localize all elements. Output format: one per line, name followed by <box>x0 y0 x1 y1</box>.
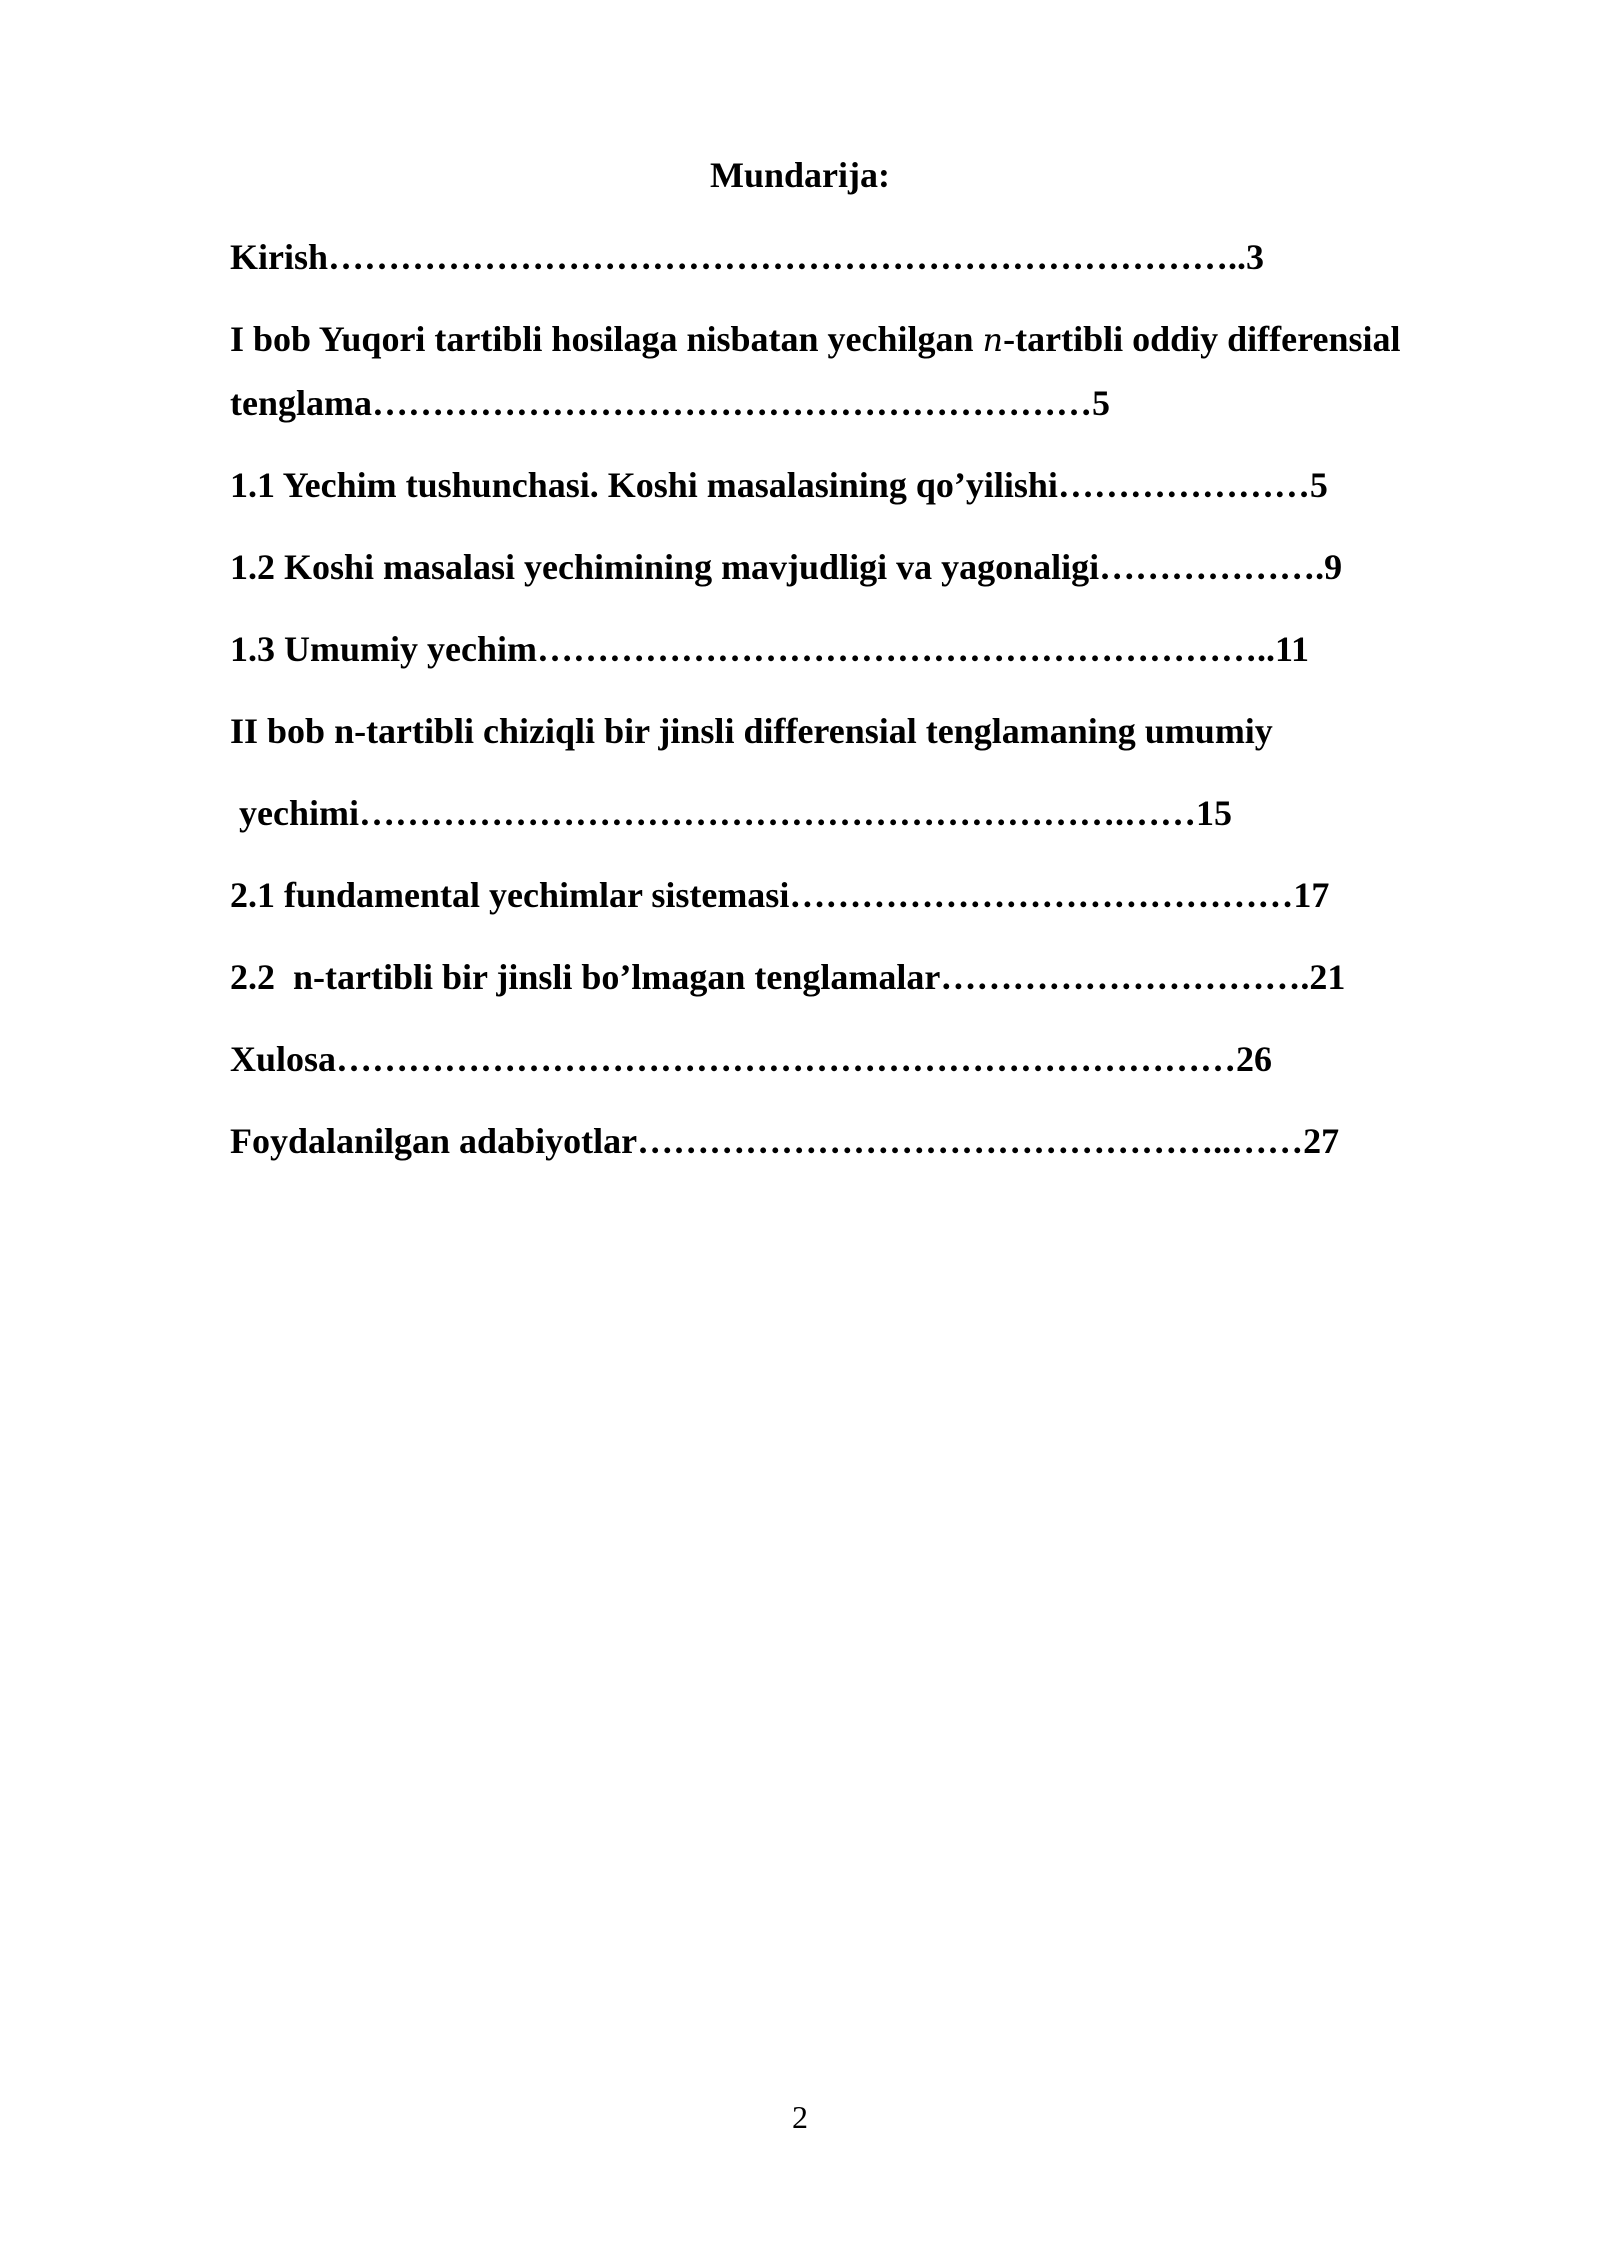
toc-entry-bibliography: Foydalanilgan adabiyotlar…………………………………………..……27 <box>230 1121 1340 1161</box>
page-number: 2 <box>792 2099 808 2135</box>
toc-entry-kirish: Kirish…………………………………………………………………..3 <box>230 237 1265 277</box>
toc-entry-section-2-2: 2.2 n-tartibli bir jinsli bo’lmagan tenglamalar………………………….21 <box>230 957 1346 997</box>
toc-entry-chapter-1 <box>230 314 1400 365</box>
math-variable-n: n <box>982 321 1004 359</box>
toc-entry-xulosa: Xulosa…………………………………………………………………26 <box>230 1039 1273 1079</box>
toc-entry-chapter-1-text-end: -tartibli oddiy differensial <box>1003 319 1401 359</box>
toc-entry-chapter-2: II bob n-tartibli chiziqli bir jinsli differensial tenglamaning umumiy <box>230 711 1273 751</box>
toc-entry-section-1-3: 1.3 Umumiy yechim……………………………………………………..11 <box>230 629 1309 669</box>
toc-entry-section-2-1: 2.1 fundamental yechimlar sistemasi……………………………………17 <box>230 875 1330 915</box>
toc-entry-section-1-2: 1.2 Koshi masalasi yechimining mavjudligi va yagonaligi……………….9 <box>230 547 1343 587</box>
toc-entry-chapter-1-continuation: tenglama……………………………………………………5 <box>230 383 1110 423</box>
toc-entry-chapter-1-text-start: I bob Yuqori tartibli hosilaga nisbatan yechilgan <box>230 319 983 359</box>
toc-entry-chapter-2-continuation: yechimi……………………………………………………….……15 <box>230 793 1232 833</box>
toc-entry-section-1-1: 1.1 Yechim tushunchasi. Koshi masalasining qo’yilishi…………………5 <box>230 465 1328 505</box>
toc-title: Mundarija: <box>710 155 890 195</box>
